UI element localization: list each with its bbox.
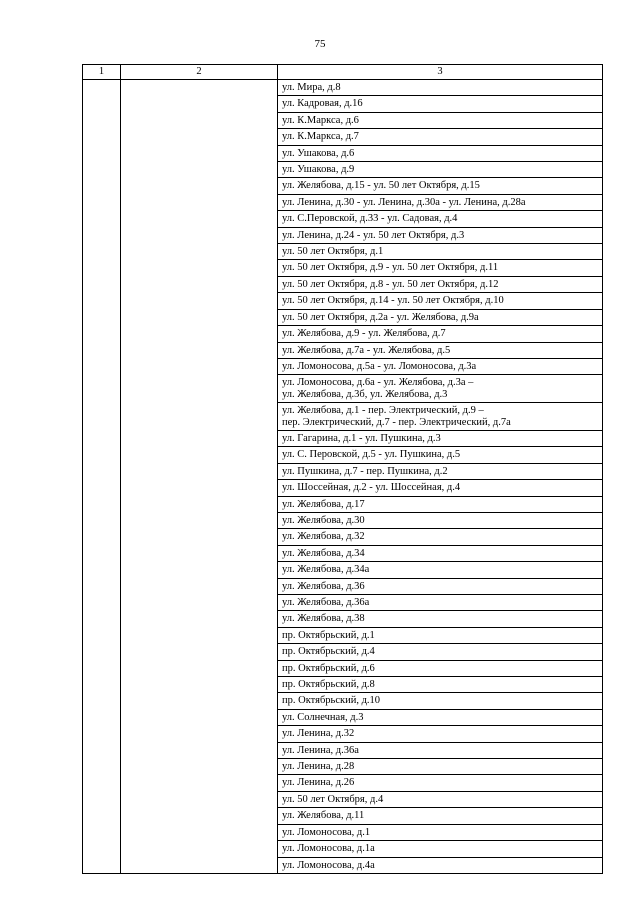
address-cell: ул. Ломоносова, д.1 <box>278 824 603 840</box>
column-2-cell <box>121 80 278 874</box>
column-1-cell <box>83 80 121 874</box>
address-cell: ул. Солнечная, д.3 <box>278 709 603 725</box>
address-cell: ул. 50 лет Октября, д.4 <box>278 791 603 807</box>
address-cell: ул. С. Перовской, д.5 - ул. Пушкина, д.5 <box>278 447 603 463</box>
address-cell: ул. Желябова, д.30 <box>278 512 603 528</box>
table-header-row <box>83 65 603 80</box>
address-cell: ул. 50 лет Октября, д.1 <box>278 244 603 260</box>
address-cell: пр. Октябрьский, д.8 <box>278 677 603 693</box>
address-cell: ул. Ломоносова, д.4а <box>278 857 603 873</box>
column-header-1: 1 <box>83 65 121 80</box>
address-cell: ул. 50 лет Октября, д.14 - ул. 50 лет Октября, д.10 <box>278 293 603 309</box>
address-cell: ул. Ленина, д.36а <box>278 742 603 758</box>
address-cell: ул. Желябова, д.36а <box>278 595 603 611</box>
address-cell: ул. Ломоносова, д.5а - ул. Ломоносова, д.3а <box>278 358 603 374</box>
address-cell: ул. Пушкина, д.7 - пер. Пушкина, д.2 <box>278 463 603 479</box>
address-cell: ул. К.Маркса, д.6 <box>278 112 603 128</box>
address-cell: ул. 50 лет Октября, д.2а - ул. Желябова, д.9а <box>278 309 603 325</box>
table-body <box>83 80 603 874</box>
page-number: 75 <box>314 38 326 50</box>
address-cell: ул. Ленина, д.26 <box>278 775 603 791</box>
address-cell: пр. Октябрьский, д.6 <box>278 660 603 676</box>
address-cell: ул. Мира, д.8 <box>278 80 603 96</box>
address-cell: ул. Желябова, д.15 - ул. 50 лет Октября, д.15 <box>278 178 603 194</box>
address-cell: ул. Ленина, д.32 <box>278 726 603 742</box>
address-cell: ул. Кадровая, д.16 <box>278 96 603 112</box>
address-cell: ул. Ушакова, д.9 <box>278 162 603 178</box>
table-row <box>83 80 603 96</box>
address-cell: ул. Желябова, д.34а <box>278 562 603 578</box>
address-cell: ул. 50 лет Октября, д.8 - ул. 50 лет Октября, д.12 <box>278 276 603 292</box>
address-cell: ул. Ленина, д.30 - ул. Ленина, д.30а - ул. Ленина, д.28а <box>278 194 603 210</box>
address-cell: ул. Желябова, д.7а - ул. Желябова, д.5 <box>278 342 603 358</box>
address-cell: ул. С.Перовской, д.33 - ул. Садовая, д.4 <box>278 211 603 227</box>
address-cell: ул. Желябова, д.36 <box>278 578 603 594</box>
column-header-3: 3 <box>278 65 603 80</box>
address-cell: ул. Гагарина, д.1 - ул. Пушкина, д.3 <box>278 430 603 446</box>
address-cell: ул. Ломоносова, д.6а - ул. Желябова, д.3а – ул. Желябова, д.3б, ул. Желябова, д.3 <box>278 375 603 403</box>
address-cell: ул. Желябова, д.34 <box>278 545 603 561</box>
address-table <box>82 64 603 874</box>
address-cell: пр. Октябрьский, д.4 <box>278 644 603 660</box>
address-cell: ул. К.Маркса, д.7 <box>278 129 603 145</box>
address-cell: ул. Желябова, д.1 - пер. Электрический, д.9 – пер. Электрический, д.7 - пер. Электрический, д.7а <box>278 403 603 431</box>
column-header-2: 2 <box>121 65 278 80</box>
address-cell: ул. Шоссейная, д.2 - ул. Шоссейная, д.4 <box>278 480 603 496</box>
address-cell: ул. Ломоносова, д.1а <box>278 841 603 857</box>
address-cell: ул. Желябова, д.11 <box>278 808 603 824</box>
address-cell: ул. Желябова, д.17 <box>278 496 603 512</box>
address-cell: ул. Ленина, д.28 <box>278 759 603 775</box>
address-cell: пр. Октябрьский, д.10 <box>278 693 603 709</box>
address-cell: ул. Ленина, д.24 - ул. 50 лет Октября, д.3 <box>278 227 603 243</box>
address-cell: ул. Желябова, д.32 <box>278 529 603 545</box>
address-cell: ул. Желябова, д.38 <box>278 611 603 627</box>
address-cell: ул. Желябова, д.9 - ул. Желябова, д.7 <box>278 326 603 342</box>
address-cell: ул. 50 лет Октября, д.9 - ул. 50 лет Октября, д.11 <box>278 260 603 276</box>
address-cell: ул. Ушакова, д.6 <box>278 145 603 161</box>
address-cell: пр. Октябрьский, д.1 <box>278 627 603 643</box>
